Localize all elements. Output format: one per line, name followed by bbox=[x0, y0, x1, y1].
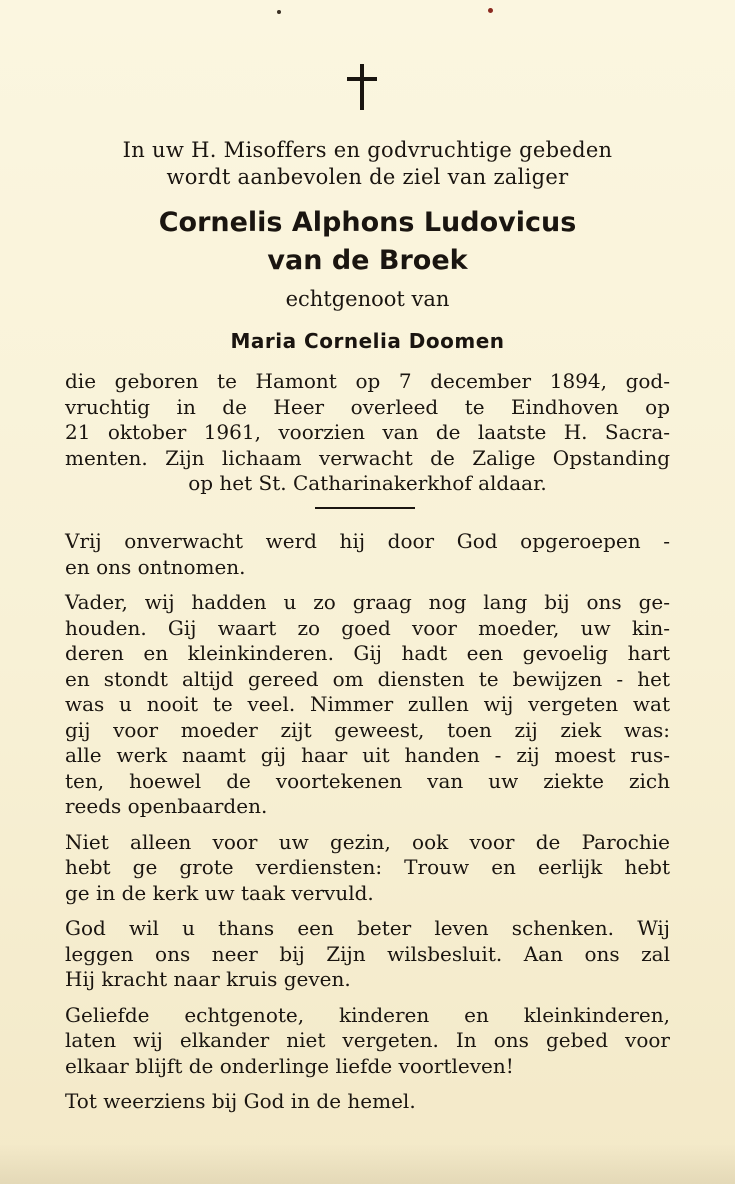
tribute-paragraph bbox=[65, 1003, 670, 1080]
ink-speck bbox=[488, 8, 493, 13]
intro-text bbox=[0, 137, 735, 191]
tribute-line: God wil u thans een beter leven schenken. Wij bbox=[65, 916, 670, 940]
tribute-line: elkaar blijft de onderlinge liefde voortleven! bbox=[65, 1053, 514, 1078]
deceased-name bbox=[0, 204, 735, 280]
biography bbox=[65, 369, 670, 497]
tribute-line: en stondt altijd gereed om diensten te bewijzen - het bbox=[65, 666, 670, 691]
spouse-name: Maria Cornelia Doomen bbox=[230, 329, 505, 353]
intro-line: In uw H. Misoffers en godvruchtige gebeden bbox=[122, 138, 613, 162]
spouse-label: echtgenoot van bbox=[285, 287, 450, 311]
paper-edge-shadow bbox=[0, 1144, 735, 1184]
biography-line: menten. Zijn lichaam verwacht de Zalige Opstanding bbox=[65, 445, 670, 470]
tribute-line: Vrij onverwacht werd hij door God opgeroepen - bbox=[65, 529, 670, 553]
tribute-line: Niet alleen voor uw gezin, ook voor de Parochie bbox=[65, 829, 670, 854]
deceased-name-line: Cornelis Alphons Ludovicus bbox=[158, 207, 577, 238]
tribute-line: deren en kleinkinderen. Gij hadt een gevoelig hart bbox=[65, 641, 670, 665]
biography-line: 21 oktober 1961, voorzien van de laatste H. Sacra- bbox=[65, 420, 670, 444]
deceased-name-line: van de Broek bbox=[267, 245, 468, 276]
tribute-line: gij voor moeder zijt geweest, toen zij ziek was: bbox=[65, 717, 670, 742]
biography-line: vruchtig in de Heer overleed te Eindhoven op bbox=[65, 394, 670, 419]
intro-line: wordt aanbevolen de ziel van zaliger bbox=[166, 165, 569, 189]
tribute-paragraph bbox=[65, 1089, 670, 1115]
divider-line bbox=[315, 507, 415, 509]
tribute-line: reeds openbaarden. bbox=[65, 794, 268, 818]
tribute-line: Geliefde echtgenote, kinderen en kleinkinderen, bbox=[65, 1002, 670, 1027]
tribute-line: alle werk naamt gij haar uit handen - zij moest rus- bbox=[65, 743, 670, 767]
tribute-line: houden. Gij waart zo goed voor moeder, uw kin- bbox=[65, 615, 670, 640]
tribute-line: laten wij elkander niet vergeten. In ons gebed voor bbox=[65, 1028, 670, 1052]
tribute-paragraph bbox=[65, 590, 670, 820]
tribute-line: Hij kracht naar kruis geven. bbox=[65, 967, 351, 991]
tribute-line: ge in de kerk uw taak vervuld. bbox=[65, 880, 374, 905]
cross-icon bbox=[347, 64, 377, 110]
tribute-line: Vader, wij hadden u zo graag nog lang bij ons ge- bbox=[65, 590, 670, 614]
tribute-line: was u nooit te veel. Nimmer zullen wij vergeten wat bbox=[65, 692, 670, 716]
tribute-paragraph bbox=[65, 830, 670, 907]
ink-speck bbox=[277, 10, 281, 14]
biography-line: die geboren te Hamont op 7 december 1894, god- bbox=[65, 369, 670, 393]
tribute-paragraph bbox=[65, 916, 670, 993]
tribute-line: hebt ge grote verdiensten: Trouw en eerlijk hebt bbox=[65, 855, 670, 879]
tribute-line: leggen ons neer bij Zijn wilsbesluit. Aan ons zal bbox=[65, 941, 670, 966]
biography-line: op het St. Catharinakerkhof aldaar. bbox=[188, 471, 547, 495]
tribute-line: ten, hoewel de voortekenen van uw ziekte zich bbox=[65, 768, 670, 793]
tribute-text bbox=[65, 529, 670, 1125]
tribute-line: Tot weerziens bij God in de hemel. bbox=[65, 1089, 416, 1113]
tribute-paragraph bbox=[65, 529, 670, 580]
tribute-line: en ons ontnomen. bbox=[65, 554, 246, 579]
